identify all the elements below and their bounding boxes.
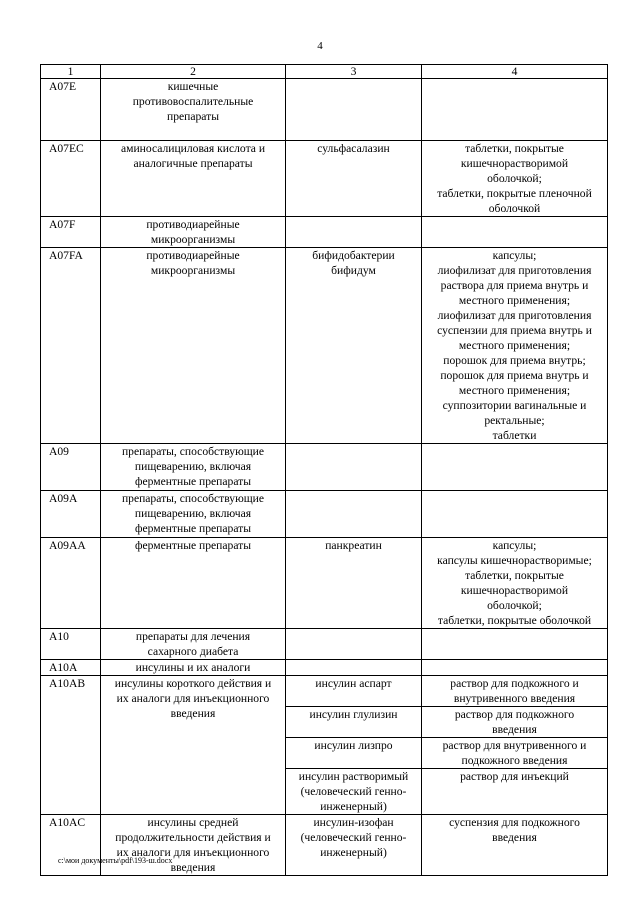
header-col-3: 3 (286, 65, 422, 79)
dosage-form (422, 629, 608, 660)
table-row (41, 660, 608, 676)
table-row (41, 248, 608, 444)
drug-name (286, 444, 422, 491)
atc-code: A10AB (41, 676, 101, 815)
dosage-form (422, 217, 608, 248)
group-name: инсулины средней продолжительности действия и их аналоги для инъекционного введения (101, 815, 286, 876)
page-number: 4 (317, 40, 323, 52)
drug-name: инсулин аспарт (286, 676, 422, 707)
group-name: противодиарейные микроорганизмы (101, 248, 286, 444)
table-row (41, 444, 608, 491)
table-row (41, 676, 608, 707)
atc-code: A07FA (41, 248, 101, 444)
group-name: препараты, способствующие пищеварению, включая ферментные препараты (101, 491, 286, 538)
table-header-row (41, 65, 608, 79)
table-row (41, 141, 608, 217)
footer-file-path: c:\мои документы\pdf\193-ш.docx (58, 856, 173, 865)
table-row (41, 79, 608, 141)
group-name: аминосалициловая кислота и аналогичные препараты (101, 141, 286, 217)
drug-name: инсулин-изофан (человеческий генно- инженерный) (286, 815, 422, 876)
drug-name (286, 660, 422, 676)
drug-name (286, 79, 422, 141)
atc-code: A07F (41, 217, 101, 248)
atc-code: A07EC (41, 141, 101, 217)
header-col-2: 2 (101, 65, 286, 79)
group-name: противодиарейные микроорганизмы (101, 217, 286, 248)
group-name: инсулины короткого действия и их аналоги для инъекционного введения (101, 676, 286, 815)
dosage-form: раствор для подкожного введения (422, 707, 608, 738)
drug-name: инсулин лизпро (286, 738, 422, 769)
atc-code: A10 (41, 629, 101, 660)
dosage-form: капсулы; лиофилизат для приготовления раствора для приема внутрь и местного применения; лиофилизат для приготовления суспензии для приема внутрь и местного применения; порошок для приема внутрь; порошок для приема внутрь и местного применения; суппозитории вагинальные и ректальные; таблетки (422, 248, 608, 444)
atc-code: A09A (41, 491, 101, 538)
dosage-form (422, 79, 608, 141)
dosage-form: таблетки, покрытые кишечнорастворимой оболочкой; таблетки, покрытые пленочной оболочкой (422, 141, 608, 217)
drug-name: панкреатин (286, 538, 422, 629)
table-row (41, 815, 608, 876)
drug-name (286, 629, 422, 660)
group-name: ферментные препараты (101, 538, 286, 629)
atc-code: A10A (41, 660, 101, 676)
atc-code: A07E (41, 79, 101, 141)
dosage-form (422, 491, 608, 538)
group-name: препараты, способствующие пищеварению, включая ферментные препараты (101, 444, 286, 491)
header-col-1: 1 (41, 65, 101, 79)
drug-name (286, 491, 422, 538)
drug-name: инсулин растворимый (человеческий генно- инженерный) (286, 769, 422, 815)
group-name: препараты для лечения сахарного диабета (101, 629, 286, 660)
drug-name: бифидобактерии бифидум (286, 248, 422, 444)
table-row (41, 629, 608, 660)
dosage-form (422, 444, 608, 491)
dosage-form: раствор для внутривенного и подкожного введения (422, 738, 608, 769)
drug-name (286, 217, 422, 248)
table-row (41, 217, 608, 248)
dosage-form: суспензия для подкожного введения (422, 815, 608, 876)
table-row (41, 491, 608, 538)
drug-name: сульфасалазин (286, 141, 422, 217)
dosage-form (422, 660, 608, 676)
atc-code: A10AC (41, 815, 101, 876)
header-col-4: 4 (422, 65, 608, 79)
drug-table (40, 64, 608, 876)
dosage-form: раствор для инъекций (422, 769, 608, 815)
group-name: кишечные противовоспалительные препараты (101, 79, 286, 141)
dosage-form: капсулы; капсулы кишечнорастворимые; таблетки, покрытые кишечнорастворимой оболочкой; таблетки, покрытые оболочкой (422, 538, 608, 629)
dosage-form: раствор для подкожного и внутривенного введения (422, 676, 608, 707)
atc-code: A09 (41, 444, 101, 491)
drug-name: инсулин глулизин (286, 707, 422, 738)
table-row (41, 538, 608, 629)
group-name: инсулины и их аналоги (101, 660, 286, 676)
atc-code: A09AA (41, 538, 101, 629)
